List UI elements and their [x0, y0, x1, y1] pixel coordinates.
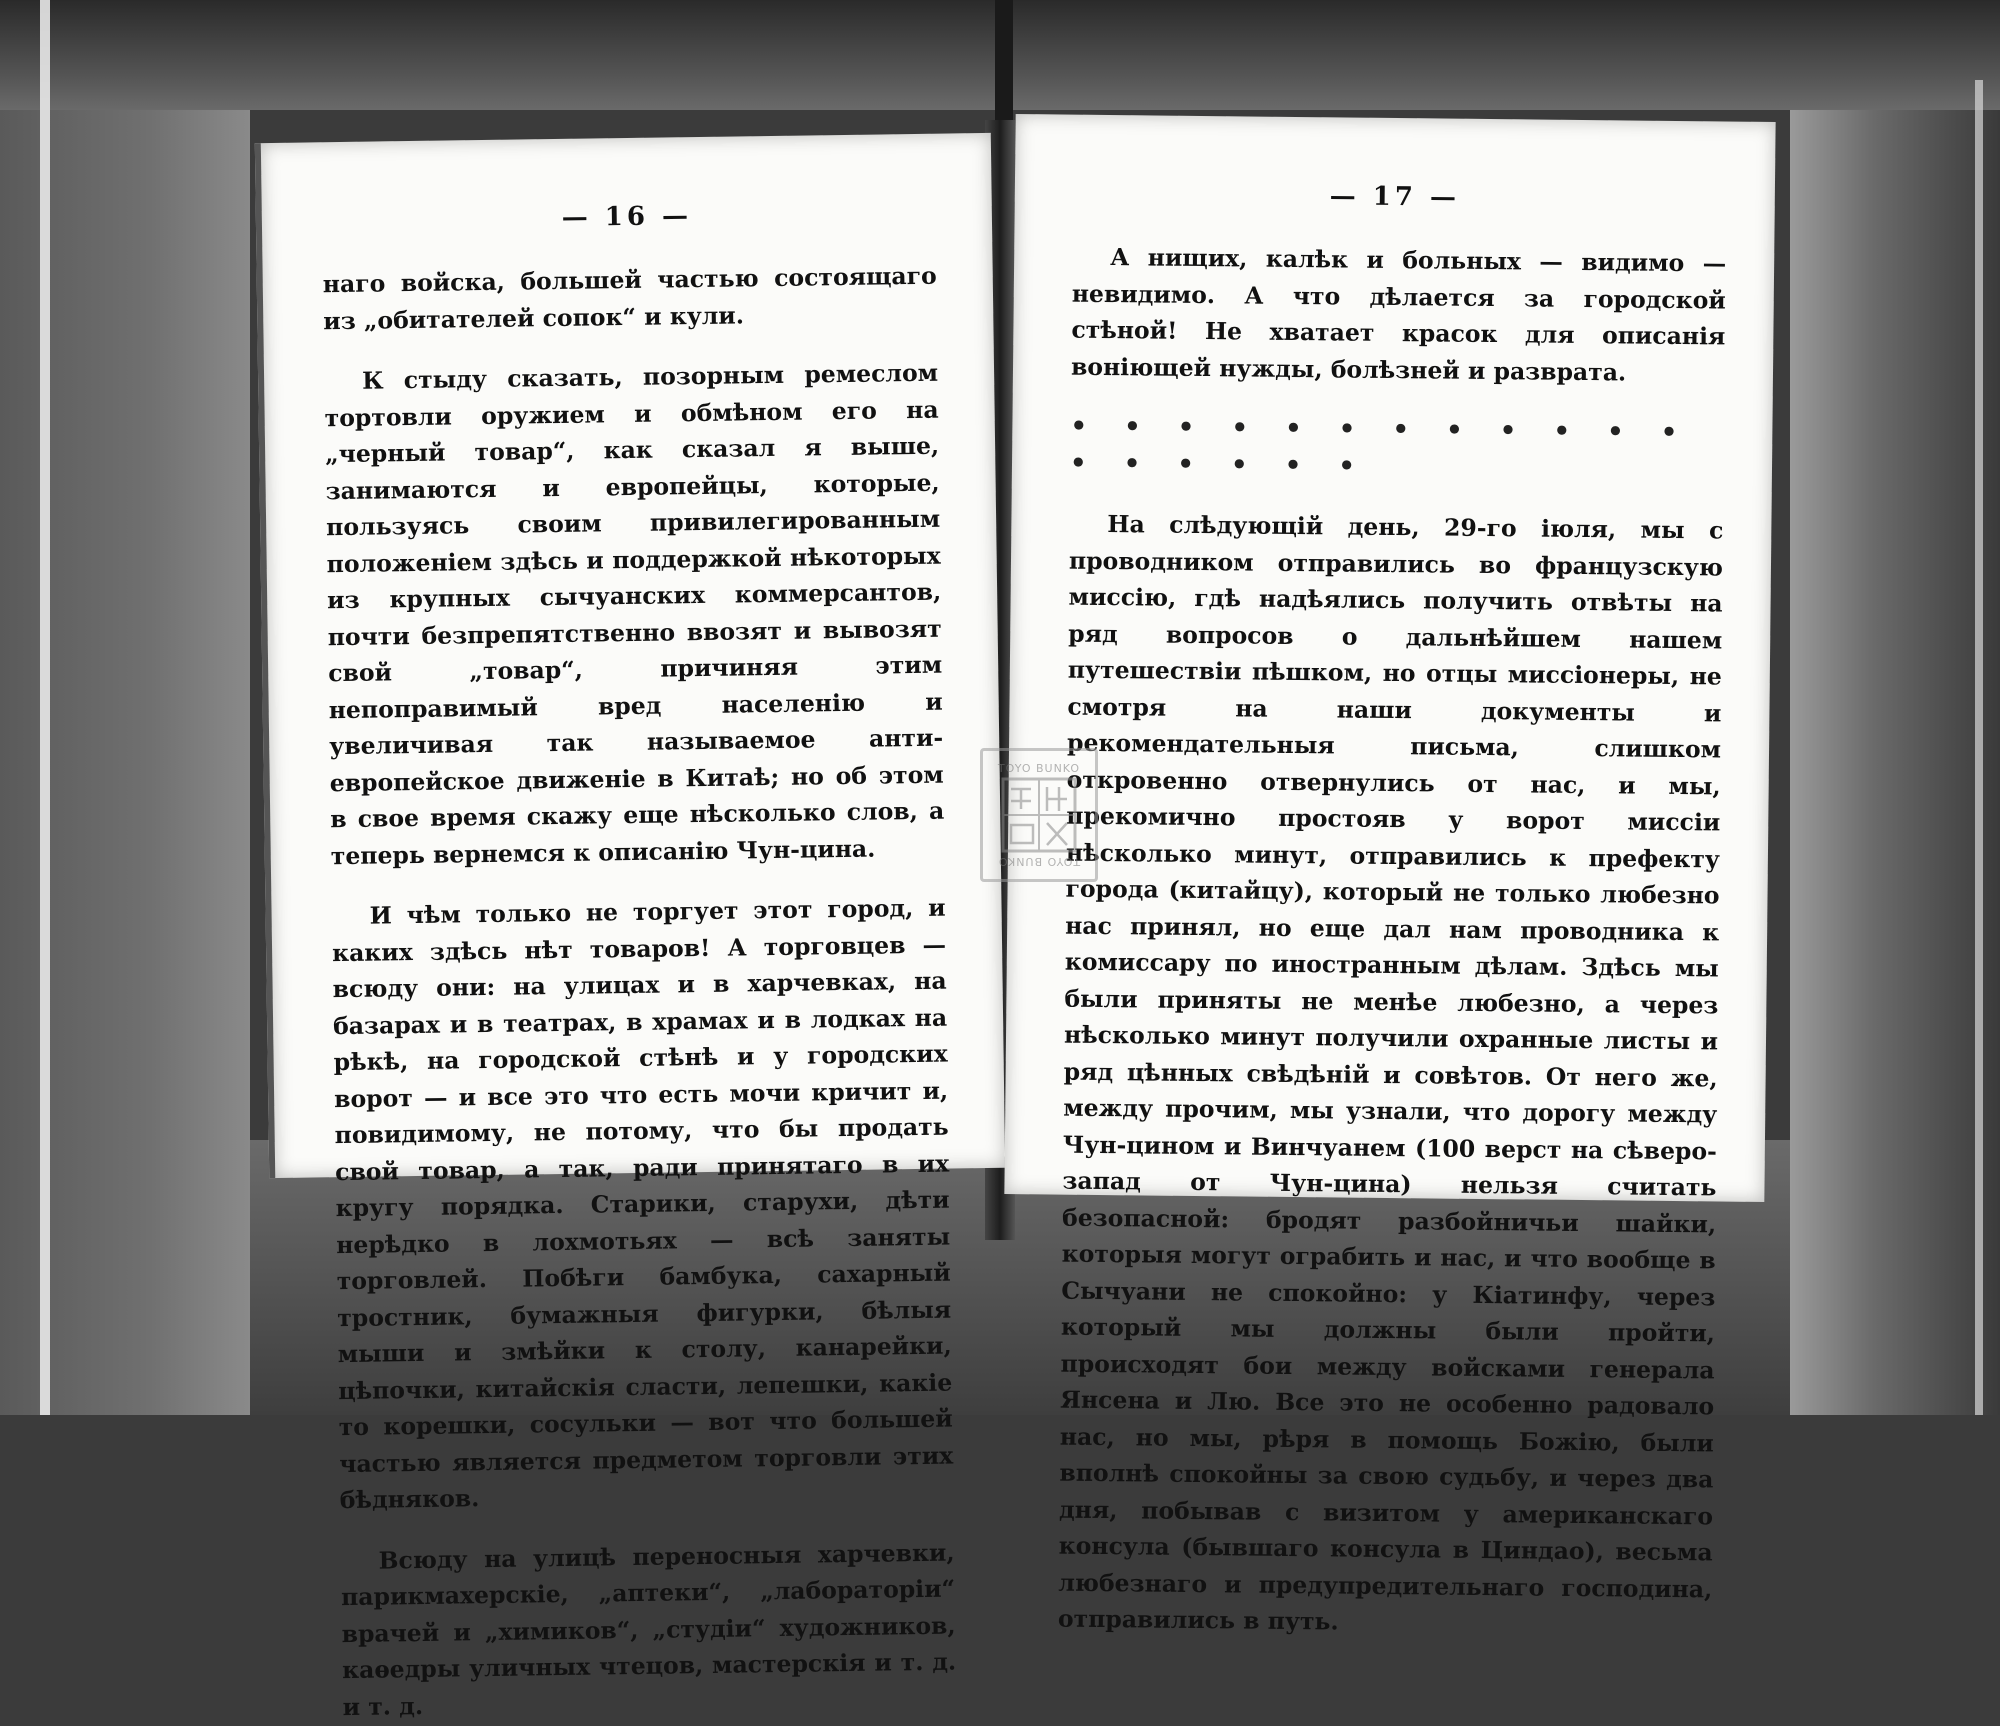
right-paragraph-1: А нищих, калѣк и больных — видимо — невидимо. А что дѣлается за городской стѣной! Не хватает красок для описанiя вонiющей нужды, болѣзней и разврата.	[1070, 243, 1727, 386]
photo-edge-left	[40, 0, 50, 1415]
stamp-bottom-text: TOYO BUNKO	[997, 855, 1081, 868]
photo-background-left	[0, 110, 250, 1415]
left-paragraph-4: Всюду на улицѣ переносныя харчевки, парикмахерскiе, „аптеки“, „лабораторiи“ врачей и „химиков“, „студiи“ художников, каѳедры уличных чтецов, мастерскiя и т. д. и т. д.	[340, 1538, 957, 1721]
right-page	[1004, 114, 1775, 1636]
left-paragraph-2: К стыду сказать, позорным ремеслом тортовли оружием и обмѣном его на „черный товар“, как сказал я выше, занимаются и европейцы, которые, пользуясь своим привилегированным положенiем здѣсь и поддержкой нѣкоторых из крупных сычуанских коммерсантов, почти безпрепятственно ввозят и вывозят свой „товар“, причиняя этим непоправимый вред населенiю и увеличивая так называемое анти-европейское движенiе в Китаѣ; но об этом в свое время скажу еще нѣсколько слов, а теперь вернемся к описанiю Чун-цина.	[324, 358, 945, 870]
photo-dark-stripe	[995, 0, 1013, 130]
left-page	[255, 133, 1005, 1721]
left-page-number: — 16 —	[561, 201, 693, 233]
section-separator: • • • • • • • • • • • • • • • • • •	[1069, 411, 1692, 482]
right-paragraph-2: На слѣдующiй день, 29-го iюля, мы с проводником отправились во французскую миссiю, гдѣ надѣялись получить отвѣты на ряд вопросов о дальнѣйшем нашем путешествiи пѣшком, но отцы миссiонеры, не смотря на наши документы и рекомендательныя письма, слишком откровенно отвернулись от нас, и мы, прекомично простояв у ворот миссiи нѣсколько минут, отправились к префекту города (китайцу), который не только любезно нас принял, но еще дал нам проводника к комиссару по иностранным дѣлам. Здѣсь мы были приняты не менѣе любезно, а через нѣсколько минут получили охранные листы и ряд цѣнных свѣдѣнiй и совѣтов. От него же, между прочим, мы узнали, что дорогу между Чун-цином и Винчуанем (100 верст на сѣверо-запад от Чун-цина) нельзя считать безопасной: бродят разбойничьи шайки, которыя могут ограбить и нас, и что вообще в Сычуани не спокойно: у Кiатинфу, через который мы должны были пройти, происходят бои между войсками генерала Янсена и Лю. Все это не особенно радовало нас, но мы, рѣря в помощь Божiю, были вполнѣ спокойны за свою судьбу, и через два дня, побывав с визитом у американскаго консула (бывшаго консула в Циндао), весьма любезнаго и предупредительнаго господина, отправились в путь.	[1057, 510, 1724, 1636]
left-paragraph-3: И чѣм только не торгует этот город, и каких здѣсь нѣт товаров! А торговцев — всюду они: на улицах и в харчевках, на базарах и в театрах, в храмах и в лодках на рѣкѣ, на городской стѣнѣ и у городских ворот — и все это что есть мочи кричит и, повидимому, не потому, что бы продать свой товар, а так, ради принятаго в их кругу порядка. Старики, старухи, дѣти нерѣдко в лохмотьях — всѣ заняты торговлей. Побѣги бамбука, сахарный тростник, бумажныя фигурки, бѣлыя мыши и змѣйки к столу, канарейки, цѣпочки, китайскiя сласти, лепешки, какiе то корешки, сосульки — вот что большей частью является предметом торговли этих бѣдняков.	[331, 893, 954, 1515]
right-page-number: — 17 —	[1329, 181, 1461, 213]
seal-icon	[999, 775, 1079, 855]
photo-edge-right	[1975, 80, 1983, 1415]
library-seal-stamp	[980, 748, 1098, 882]
photo-background-right	[1790, 110, 2000, 1415]
left-page-text	[263, 257, 1013, 1726]
stamp-top-text: TOYO BUNKO	[997, 762, 1081, 775]
right-page-text	[997, 238, 1775, 1644]
left-paragraph-1: наго войска, большей частью состоящаго из „обитателей сопок“ и кули.	[322, 261, 937, 335]
